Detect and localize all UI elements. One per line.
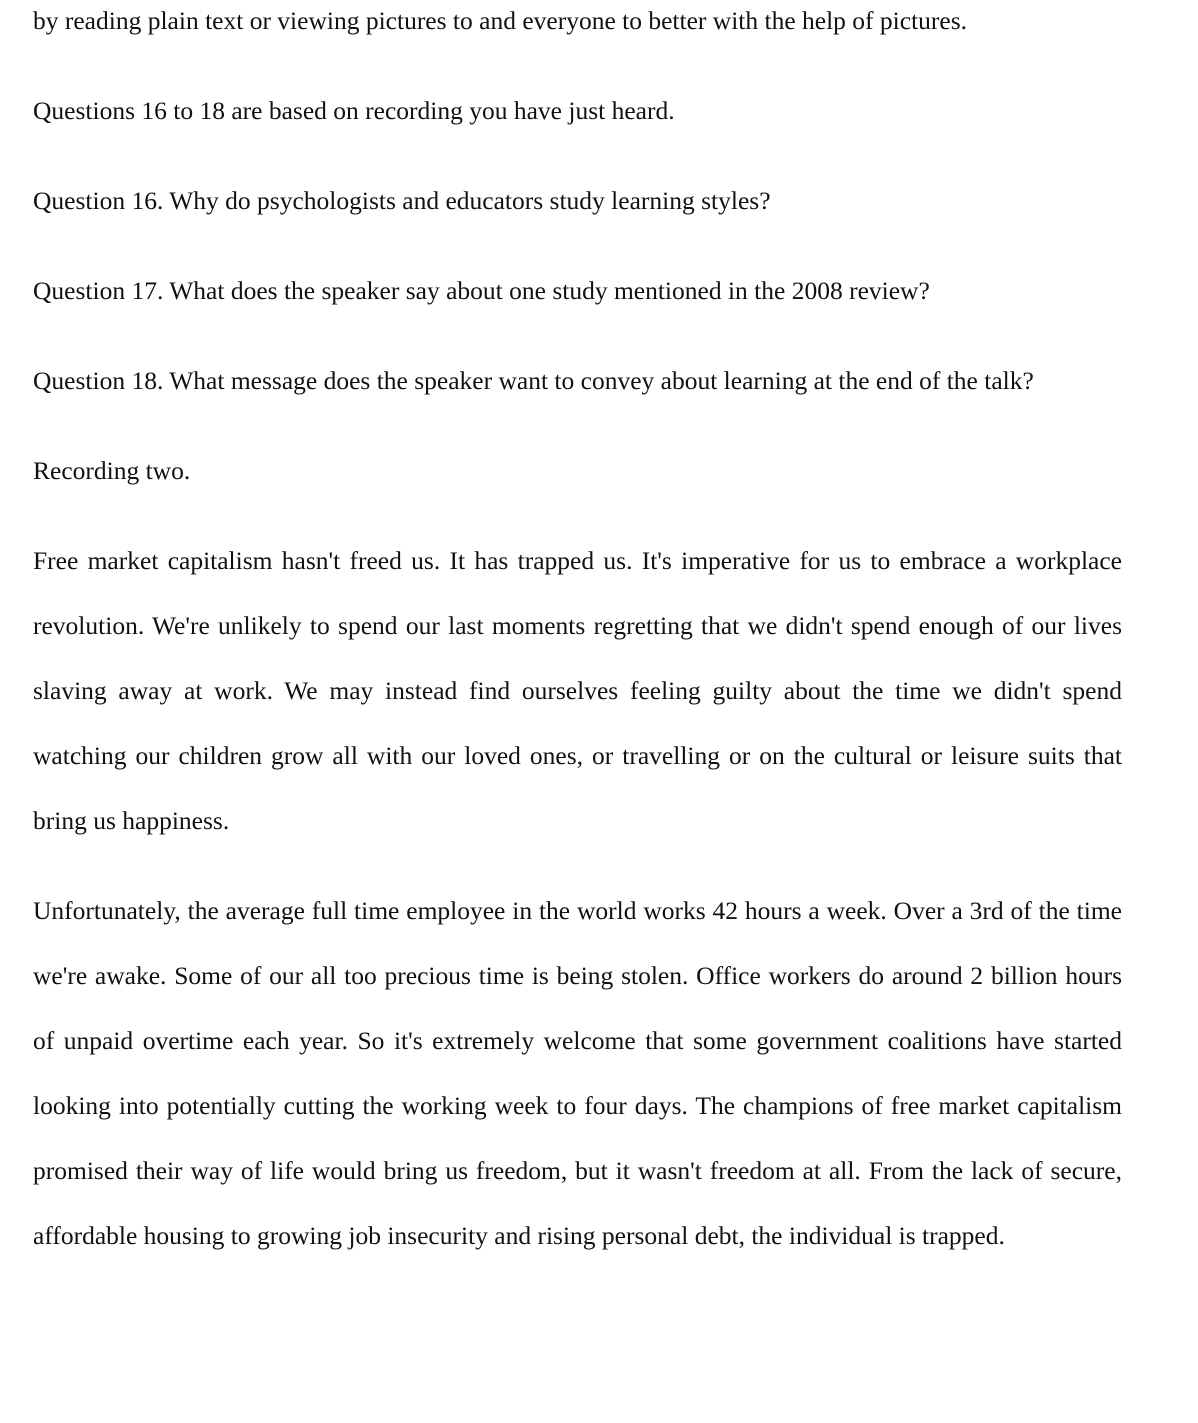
paragraph-question-18: Question 18. What message does the speaker want to convey about learning at the end of the talk? <box>33 366 1034 395</box>
paragraph-recording-two: Recording two. <box>33 456 191 485</box>
paragraph-intro-continuation: by reading plain text or viewing pictures to and everyone to better with the help of pictures. <box>33 6 968 35</box>
paragraph-free-market: Free market capitalism hasn't freed us. It has trapped us. It's imperative for us to embrace a workplace revolution. We're unlikely to spend our last moments regretting that we didn't spend enough of our lives slaving away at work. We may instead find ourselves feeling guilty about the time we didn't spend watching our children grow all with our loved ones, or travelling or on the cultural or leisure suits that bring us happiness. <box>33 546 1122 835</box>
paragraph-question-17: Question 17. What does the speaker say about one study mentioned in the 2008 review? <box>33 276 930 305</box>
document-page <box>33 0 1122 1293</box>
paragraph-question-16: Question 16. Why do psychologists and educators study learning styles? <box>33 186 771 215</box>
paragraph-questions-heading: Questions 16 to 18 are based on recording you have just heard. <box>33 96 675 125</box>
paragraph-working-hours: Unfortunately, the average full time employee in the world works 42 hours a week. Over a 3rd of the time we're awake. Some of our all too precious time is being stolen. Office workers do around 2 billion hours of unpaid overtime each year. So it's extremely welcome that some government coalitions have started looking into potentially cutting the working week to four days. The champions of free market capitalism promised their way of life would bring us freedom, but it wasn't freedom at all. From the lack of secure, affordable housing to growing job insecurity and rising personal debt, the individual is trapped. <box>33 896 1122 1250</box>
